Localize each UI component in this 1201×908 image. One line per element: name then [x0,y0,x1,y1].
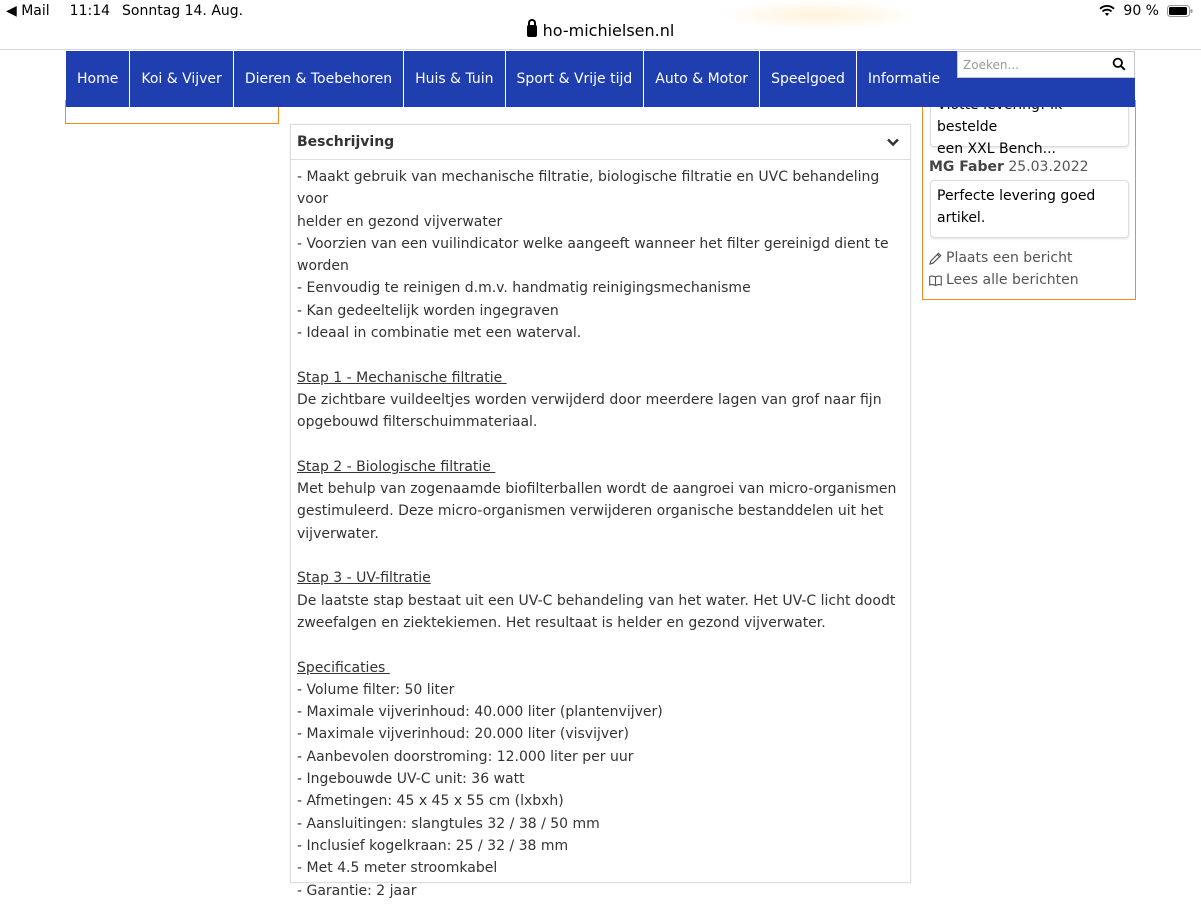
description-title: Beschrijving [297,134,395,150]
description-line: Met behulp van zogenaamde biofilterballen wordt de aangroei van micro-organismen [297,481,897,498]
spec-line: - Aanbevolen doorstroming: 12.000 liter per uur [297,748,634,765]
review-author-line [929,159,1089,175]
spec-line: - Inclusief kogelkraan: 25 / 32 / 38 mm [297,837,569,854]
description-line: - Maakt gebruik van mechanische filtratie, biologische filtratie en UVC behandeling voor [297,169,880,208]
description-header[interactable] [291,125,910,160]
search-input[interactable] [958,52,1108,77]
review-text-line: bestelde [937,119,998,135]
nav-item-auto-motor[interactable]: Auto & Motor [644,51,760,107]
description-line: worden [297,258,349,275]
nav-item-sport[interactable]: Sport & Vrije tijd [506,51,645,107]
status-bar [0,0,1201,22]
battery-icon [1167,5,1193,17]
spec-line: - Maximale vijverinhoud: 40.000 liter (plantenvijver) [297,704,663,721]
description-line: zweefalgen en ziektekiemen. Het resultaat is helder en gezond vijverwater. [297,614,826,631]
spec-line: - Aansluitingen: slangtules 32 / 38 / 50 mm [297,815,600,832]
description-line: helder en gezond vijverwater [297,213,503,230]
description-body [291,160,910,908]
chrome-divider [0,49,1201,50]
description-line: - Voorzien van een vuilindicator welke aangeeft wanneer het filter gereinigd dient te [297,235,889,252]
description-line: De zichtbare vuildeeltjes worden verwijderd door meerdere lagen van grof naar fijn [297,391,882,408]
step1-heading: Stap 1 - Mechanische filtratie [297,369,507,386]
reviews-box [922,100,1136,300]
description-line: - Eenvoudig te reinigen d.m.v. handmatig reinigingsmechanisme [297,280,751,297]
description-line: gestimuleerd. Deze micro-organismen verwijderen organische bestanddelen uit het [297,503,884,520]
review-text-line: Perfecte levering goed [937,188,1096,204]
pencil-icon [929,252,942,265]
battery-percent: 90 % [1123,3,1159,19]
spec-line: - Ingebouwde UV-C unit: 36 watt [297,771,525,788]
spec-line: - Maximale vijverinhoud: 20.000 liter (visvijver) [297,726,629,743]
description-line: - Kan gedeeltelijk worden ingegraven [297,302,559,319]
open-book-icon [929,274,942,287]
review-date: 25.03.2022 [1008,159,1089,175]
chevron-down-icon[interactable] [886,135,900,149]
spec-line: - Afmetingen: 45 x 45 x 55 cm (lxbxh) [297,793,564,810]
spec-line: - Volume filter: 50 liter [297,681,455,698]
review-text-line: artikel. [937,210,986,226]
lock-icon [527,25,537,37]
step2-heading: Stap 2 - Biologische filtratie [297,458,496,475]
search-box [957,51,1135,78]
post-review-label: Plaats een bericht [946,250,1073,266]
address-bar[interactable] [0,21,1201,49]
spec-line: - Garantie: 2 jaar [297,882,417,899]
wifi-icon [1099,5,1115,17]
nav-item-speelgoed[interactable]: Speelgoed [760,51,857,107]
status-date: Sonntag 14. Aug. [122,3,244,19]
nav-item-koi-vijver[interactable]: Koi & Vijver [130,51,233,107]
nav-item-home[interactable]: Home [66,51,130,107]
description-line: De laatste stap bestaat uit een UV-C behandeling van het water. Het UV-C licht doodt [297,592,896,609]
nav-item-huis-tuin[interactable]: Huis & Tuin [404,51,505,107]
description-panel [290,124,911,899]
step3-heading: Stap 3 - UV-filtratie [297,570,431,587]
post-review-link[interactable] [929,250,1072,266]
back-to-mail-link[interactable]: ◀ Mail [6,3,50,19]
status-time: 11:14 [69,3,111,19]
nav-item-dieren[interactable]: Dieren & Toebehoren [234,51,404,107]
spec-line: - Met 4.5 meter stroomkabel [297,860,498,877]
review-author: MG Faber [929,159,1004,175]
nav-item-informatie[interactable]: Informatie [867,71,941,87]
review-bubble [930,180,1129,238]
description-line: - Ideaal in combinatie met een waterval. [297,325,582,342]
url-text: ho-michielsen.nl [542,21,675,40]
specs-heading: Specificaties [297,659,390,676]
description-line: opgebouwd filterschuimmateriaal. [297,414,538,431]
review-text-line: een XXL Bench... [937,141,1056,157]
description-line: vijverwater. [297,525,379,542]
search-icon[interactable] [1112,57,1126,71]
read-all-reviews-link[interactable] [929,272,1079,288]
read-all-reviews-label: Lees alle berichten [946,272,1079,288]
